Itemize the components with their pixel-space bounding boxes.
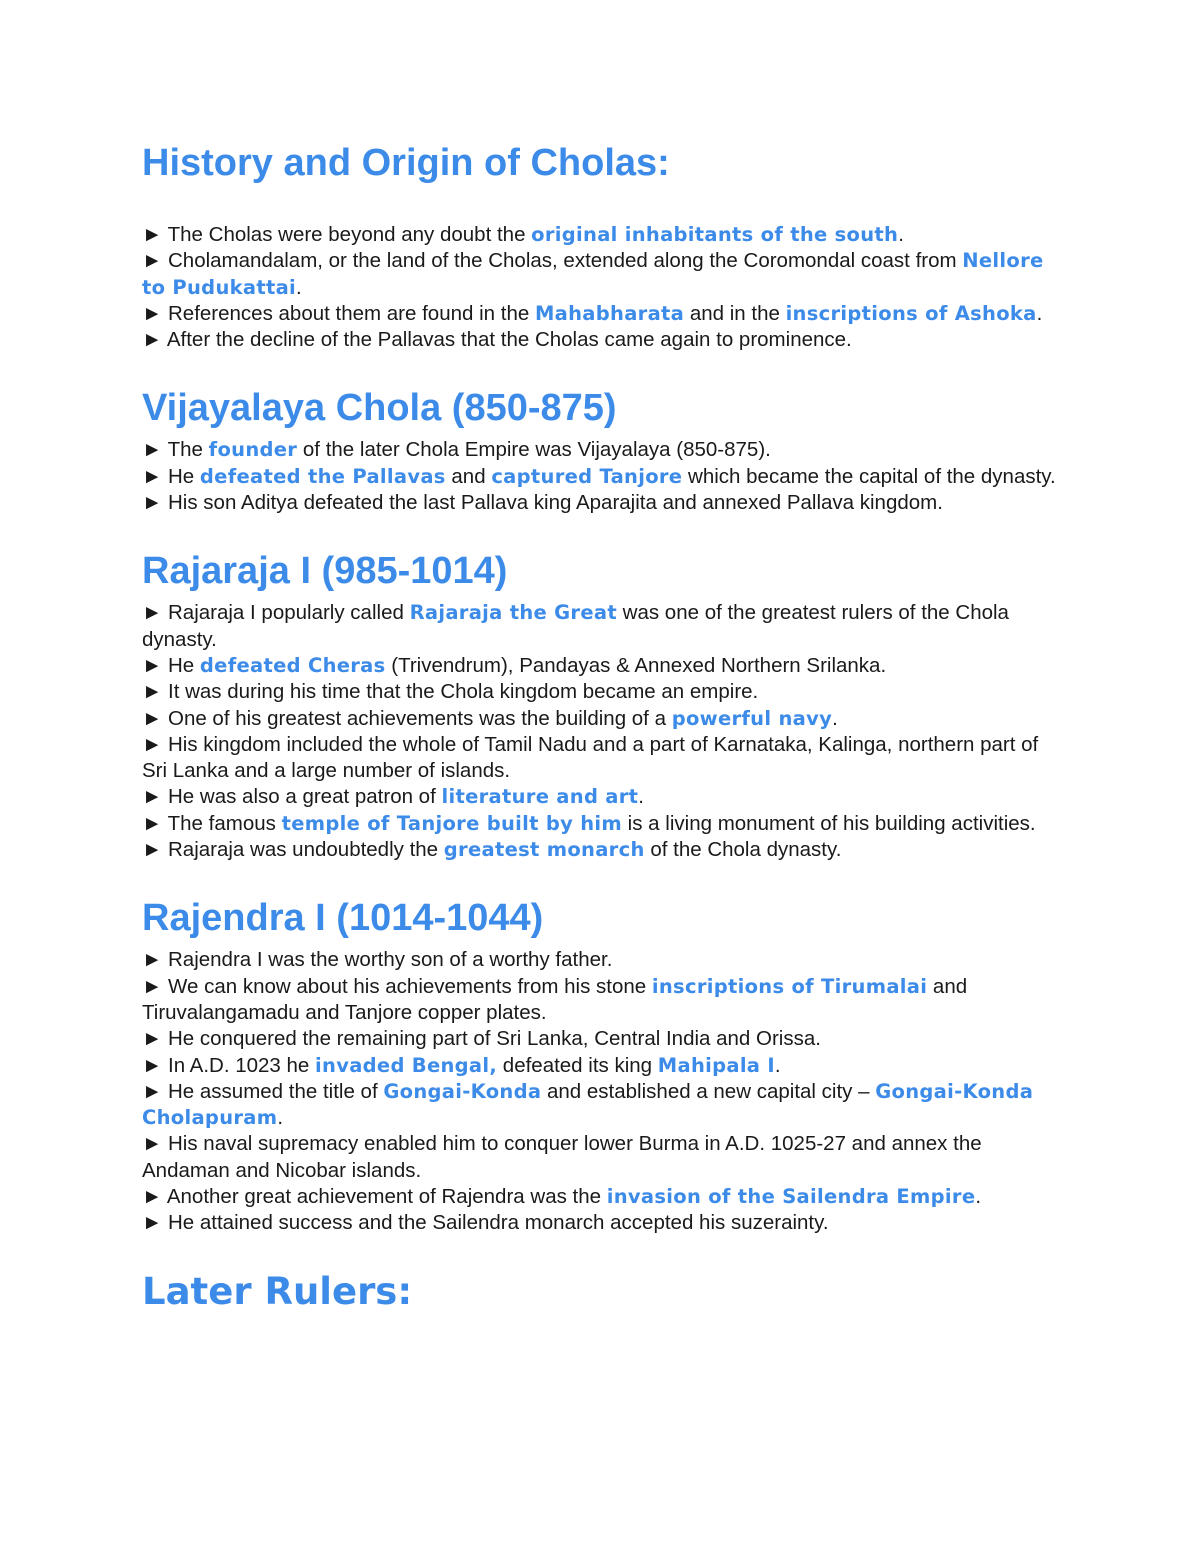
body-text: is a living monument of his building activities. — [621, 811, 1036, 835]
body-text: Rajaraja I popularly called — [162, 601, 410, 625]
heading-rajaraja: Rajaraja I (985-1014) — [142, 550, 508, 593]
bullet-arrow-icon: ► — [142, 1211, 163, 1235]
bullet-paragraph — [142, 1131, 1062, 1184]
body-text: The Cholas were beyond any doubt the — [162, 223, 532, 246]
body-text: was one of the greatest rulers of the Chola dynasty. — [142, 601, 1009, 651]
section-paragraphs — [142, 222, 1062, 353]
highlighted-phrase: literature and art — [441, 785, 639, 809]
bullet-paragraph — [142, 947, 1062, 973]
heading-history-origin: History and Origin of Cholas: — [142, 142, 670, 184]
body-text: which became the capital of the dynasty. — [682, 464, 1056, 488]
body-text: His naval supremacy enabled him to conquer lower Burma in A.D. 1025-27 and annex the Andaman and Nicobar islands. — [142, 1132, 982, 1182]
highlighted-phrase: inscriptions of Ashoka — [785, 301, 1037, 325]
bullet-arrow-icon: ► — [142, 1053, 163, 1077]
body-text: We can know about his achievements from his stone — [162, 974, 652, 998]
section-paragraphs — [142, 600, 1062, 863]
bullet-arrow-icon: ► — [142, 223, 163, 246]
body-text: . — [975, 1185, 982, 1209]
bullet-arrow-icon: ► — [142, 732, 163, 756]
body-text: He — [162, 464, 200, 488]
bullet-paragraph — [142, 974, 1062, 1027]
body-text: . — [296, 275, 302, 299]
bullet-arrow-icon: ► — [142, 1027, 163, 1051]
bullet-arrow-icon: ► — [142, 1185, 163, 1209]
bullet-paragraph — [142, 301, 1062, 327]
bullet-paragraph — [142, 600, 1062, 653]
body-text: of the later Chola Empire was Vijayalaya (850-875). — [297, 438, 771, 462]
section-rajendra — [142, 893, 1062, 1236]
body-text: . — [1036, 301, 1043, 325]
bullet-paragraph — [142, 1053, 1062, 1079]
body-text: In A.D. 1023 he — [162, 1053, 316, 1077]
highlighted-phrase: inscriptions of Tirumalai — [651, 974, 928, 998]
body-text: The famous — [162, 811, 282, 835]
body-text: He attained success and the Sailendra monarch accepted his suzerainty. — [162, 1211, 829, 1235]
heading-rajendra: Rajendra I (1014-1044) — [142, 897, 544, 940]
body-text: His son Aditya defeated the last Pallava king Aparajita and annexed Pallava kingdom. — [162, 491, 943, 515]
heading-vijayalaya: Vijayalaya Chola (850-875) — [142, 387, 617, 430]
bullet-paragraph — [142, 837, 1062, 863]
body-text: Another great achievement of Rajendra was the — [162, 1185, 607, 1209]
bullet-paragraph — [142, 437, 1062, 463]
body-text: defeated its king — [497, 1053, 658, 1077]
highlighted-phrase: invasion of the Sailendra Empire — [606, 1185, 976, 1209]
highlighted-phrase: original inhabitants of the south — [531, 223, 899, 246]
bullet-paragraph — [142, 706, 1062, 732]
section-vijayalaya — [142, 383, 1062, 516]
document-page — [142, 138, 1062, 1317]
highlighted-phrase: Gongai-Konda — [383, 1079, 542, 1103]
body-text: One of his greatest achievements was the building of a — [162, 706, 672, 730]
highlighted-phrase: Mahabharata — [534, 301, 685, 325]
body-text: The — [162, 438, 209, 462]
bullet-arrow-icon: ► — [142, 328, 163, 352]
body-text: References about them are found in the — [162, 301, 535, 325]
body-text: . — [774, 1053, 781, 1077]
bullet-paragraph — [142, 490, 1062, 516]
bullet-arrow-icon: ► — [142, 785, 163, 809]
highlighted-phrase: greatest monarch — [443, 838, 645, 862]
body-text: Cholamandalam, or the land of the Cholas, extended along the Coromondal coast from — [162, 249, 963, 273]
bullet-arrow-icon: ► — [142, 249, 163, 273]
highlighted-phrase: powerful navy — [671, 706, 833, 730]
body-text: and established a new capital city – — [541, 1079, 876, 1103]
body-text: He conquered the remaining part of Sri Lanka, Central India and Orissa. — [162, 1027, 821, 1051]
highlighted-phrase: Mahipala I — [657, 1053, 775, 1077]
highlighted-phrase: Nellore to Pudukattai — [142, 249, 1044, 299]
bullet-paragraph — [142, 222, 1062, 248]
bullet-paragraph — [142, 1184, 1062, 1210]
highlighted-phrase: Gongai-Konda Cholapuram — [142, 1079, 1034, 1130]
body-text: His kingdom included the whole of Tamil Nadu and a part of Karnataka, Kalinga, northern part of Sri Lanka and a large number of islands. — [142, 732, 1039, 783]
body-text: He — [162, 653, 200, 677]
body-text: . — [832, 706, 838, 730]
body-text: of the Chola dynasty. — [644, 838, 842, 862]
highlighted-phrase: defeated Cheras — [199, 653, 386, 677]
bullet-paragraph — [142, 248, 1062, 301]
highlighted-phrase: captured Tanjore — [491, 464, 683, 488]
bullet-arrow-icon: ► — [142, 974, 163, 998]
highlighted-phrase: temple of Tanjore built by him — [281, 811, 622, 835]
heading-later-rulers: Later Rulers: — [142, 1269, 413, 1313]
bullet-arrow-icon: ► — [142, 464, 163, 488]
highlighted-phrase: invaded Bengal, — [315, 1053, 498, 1077]
section-paragraphs — [142, 947, 1062, 1236]
bullet-arrow-icon: ► — [142, 948, 163, 972]
body-text: After the decline of the Pallavas that the Cholas came again to prominence. — [162, 328, 852, 352]
body-text: . — [277, 1106, 284, 1130]
bullet-arrow-icon: ► — [142, 1132, 163, 1156]
bullet-paragraph — [142, 732, 1062, 785]
bullet-arrow-icon: ► — [142, 491, 163, 515]
body-text: and Tiruvalangamadu and Tanjore copper plates. — [142, 974, 968, 1024]
bullet-paragraph — [142, 784, 1062, 810]
body-text: (Trivendrum), Pandayas & Annexed Northern Srilanka. — [385, 653, 887, 677]
body-text: . — [638, 785, 644, 809]
bullet-arrow-icon: ► — [142, 601, 163, 625]
section-later-rulers — [142, 1267, 1062, 1317]
bullet-arrow-icon: ► — [142, 1079, 163, 1103]
bullet-arrow-icon: ► — [142, 301, 163, 325]
highlighted-phrase: defeated the Pallavas — [199, 464, 446, 488]
bullet-paragraph — [142, 1210, 1062, 1236]
bullet-paragraph — [142, 327, 1062, 353]
body-text: He was also a great patron of — [162, 785, 442, 809]
highlighted-phrase: Rajaraja the Great — [409, 601, 617, 625]
body-text: Rajaraja was undoubtedly the — [162, 838, 444, 862]
bullet-paragraph — [142, 1026, 1062, 1052]
body-text: and — [445, 464, 492, 488]
bullet-paragraph — [142, 679, 1062, 705]
bullet-paragraph — [142, 811, 1062, 837]
section-history — [142, 138, 1062, 353]
section-paragraphs — [142, 437, 1062, 516]
bullet-arrow-icon: ► — [142, 653, 163, 677]
body-text: It was during his time that the Chola kingdom became an empire. — [162, 680, 759, 704]
highlighted-phrase: founder — [208, 438, 298, 462]
body-text: Rajendra I was the worthy son of a worthy father. — [162, 948, 613, 972]
section-rajaraja — [142, 546, 1062, 863]
bullet-arrow-icon: ► — [142, 706, 163, 730]
bullet-arrow-icon: ► — [142, 811, 163, 835]
bullet-arrow-icon: ► — [142, 438, 163, 462]
bullet-paragraph — [142, 1079, 1062, 1132]
bullet-arrow-icon: ► — [142, 680, 163, 704]
bullet-paragraph — [142, 464, 1062, 490]
body-text: and in the — [684, 301, 786, 325]
bullet-paragraph — [142, 653, 1062, 679]
body-text: . — [898, 223, 904, 246]
body-text: He assumed the title of — [162, 1079, 384, 1103]
bullet-arrow-icon: ► — [142, 838, 163, 862]
